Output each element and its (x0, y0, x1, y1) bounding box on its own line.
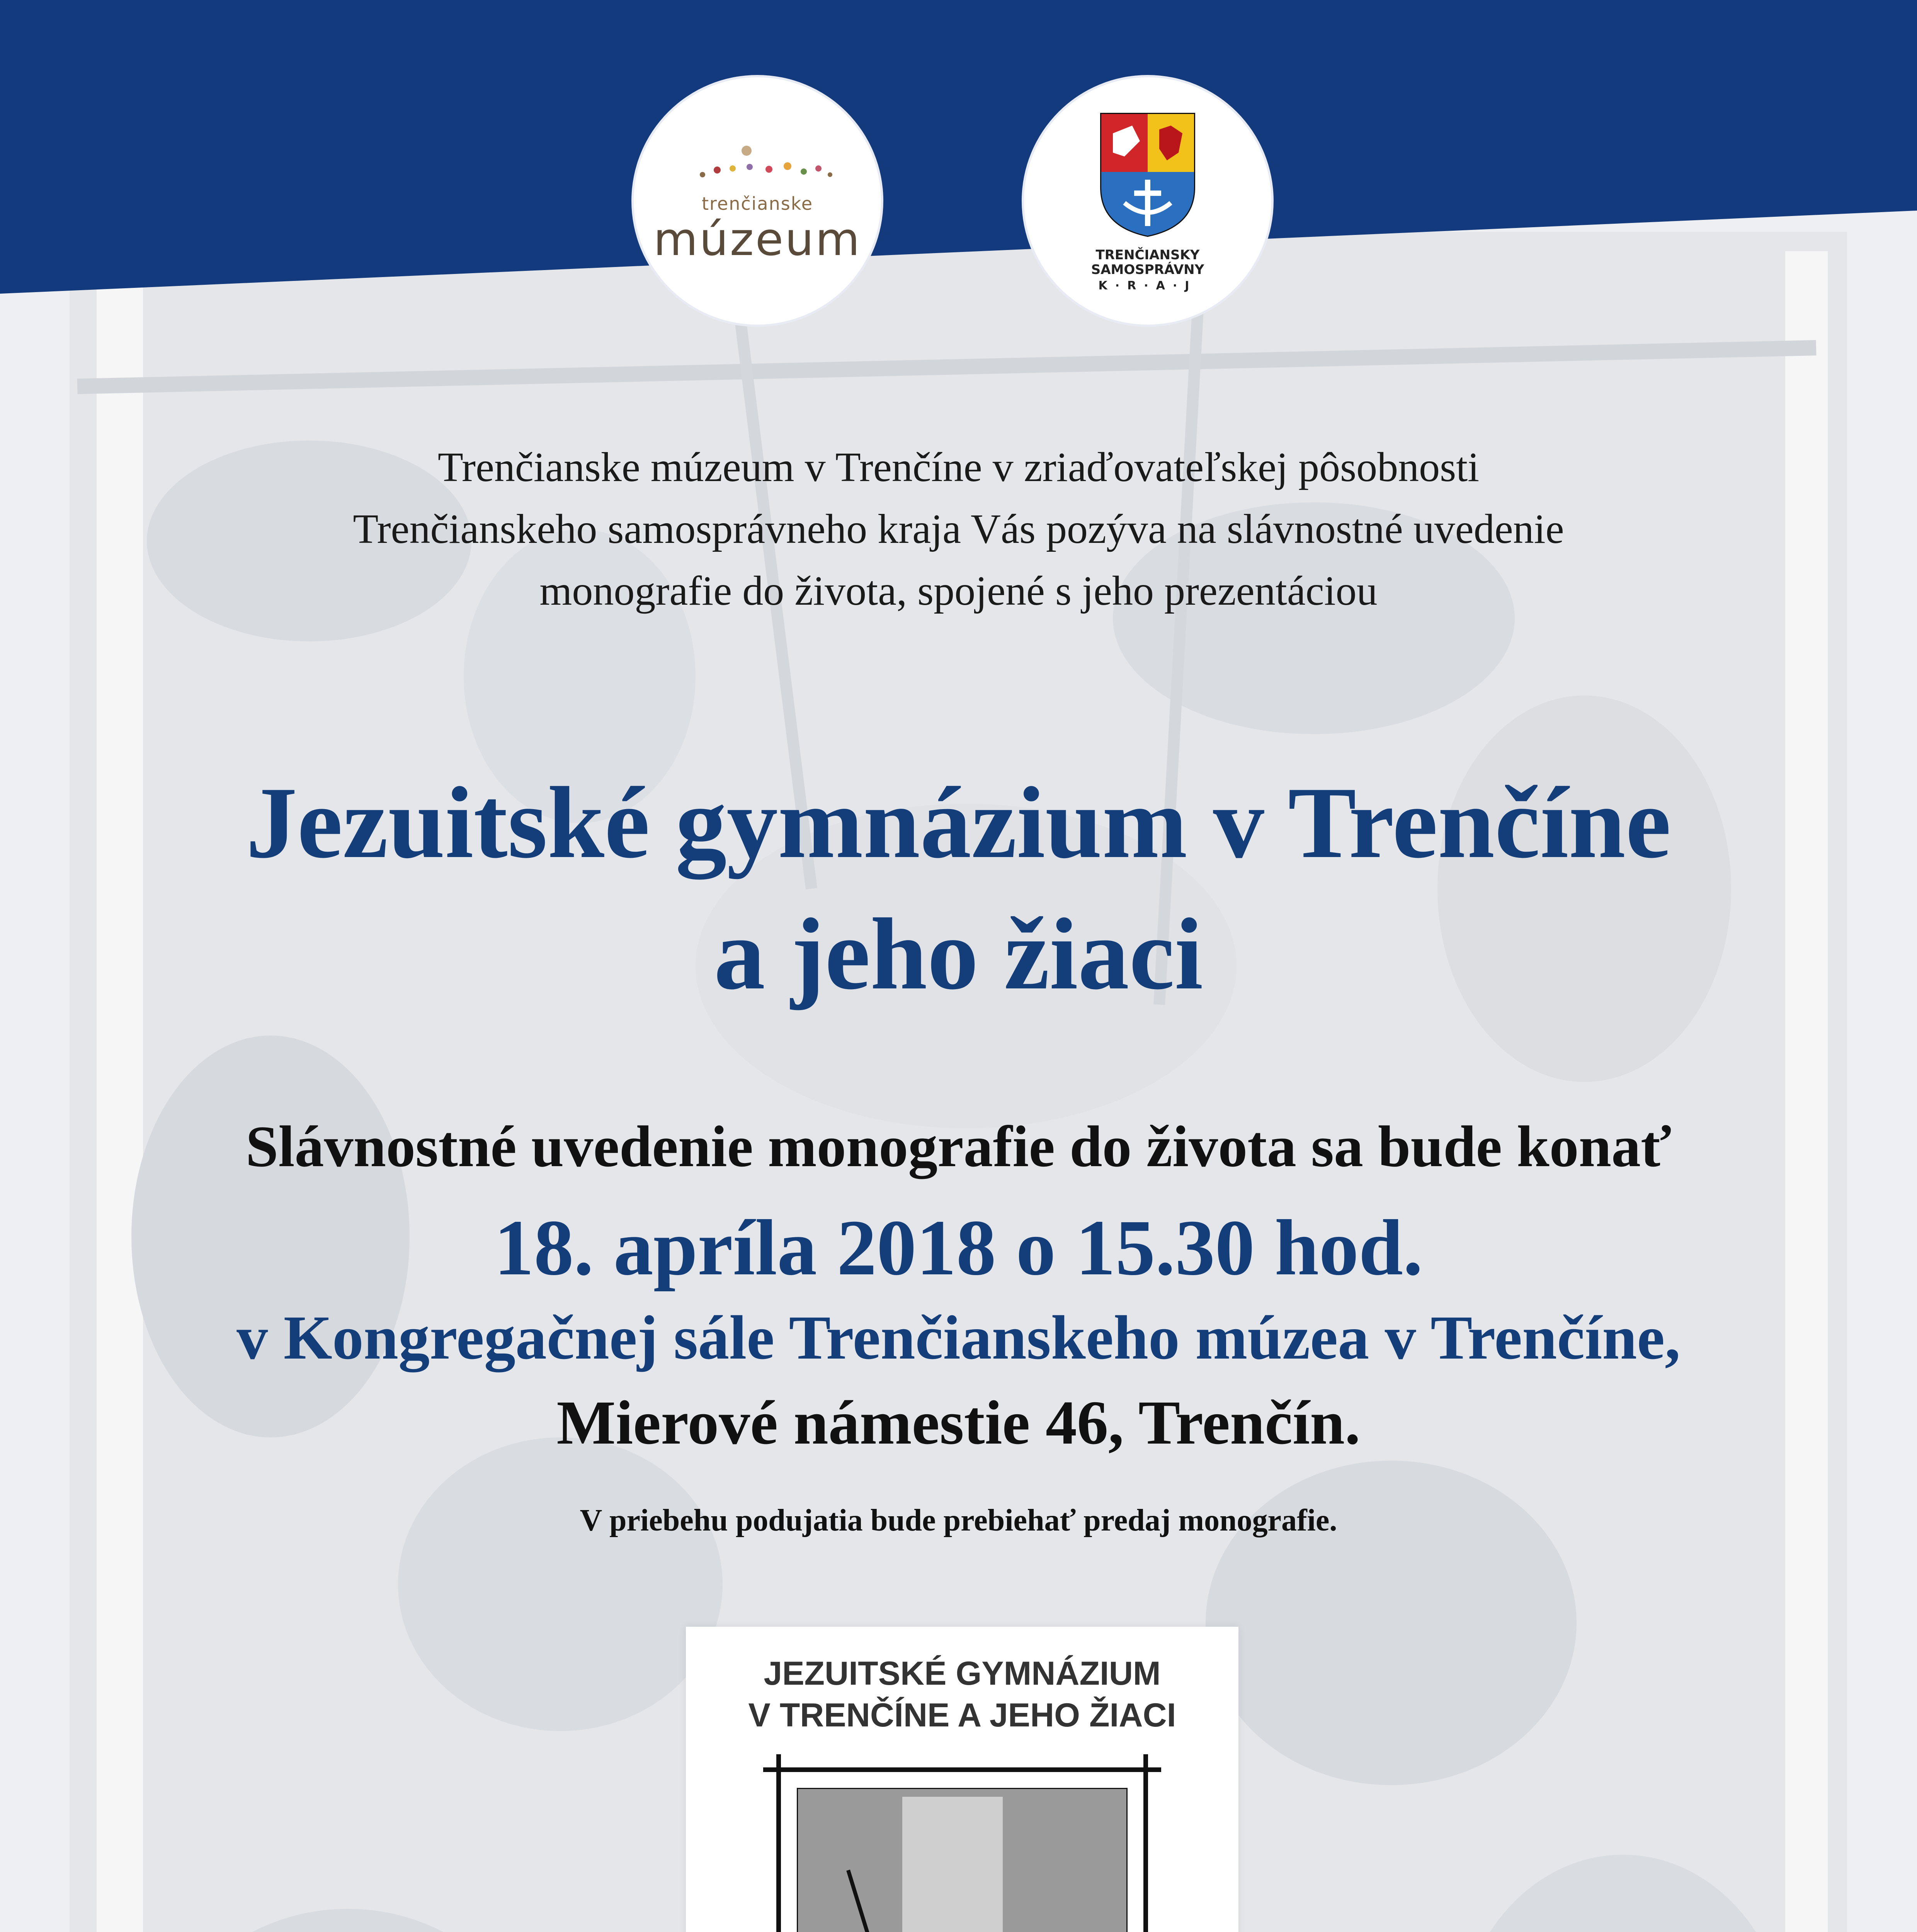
region-logo-line1: TRENČIANSKY (1095, 247, 1200, 263)
museum-logo-small-text: trenčianske (701, 193, 813, 214)
region-logo-line3: K·R·A·J (1098, 279, 1197, 293)
book-cover (686, 1627, 1238, 1932)
event-venue: v Kongregačnej sále Trenčianskeho múzea v Trenčíne, (236, 1303, 1681, 1372)
event-title (0, 757, 1917, 1020)
event-address: Mierové námestie 46, Trenčín. (556, 1388, 1361, 1458)
event-lead: Slávnostné uvedenie monografie do života sa bude konať (245, 1114, 1672, 1179)
book-title-line-2: V TRENČÍNE A JEHO ŽIACI (748, 1697, 1176, 1734)
title-line-2: a jeho žiaci (714, 898, 1203, 1011)
title-line-1: Jezuitské gymnázium v Trenčíne (246, 766, 1671, 879)
event-note: V priebehu podujatia bude prebiehať predaj monografie. (580, 1503, 1337, 1537)
museum-logo (634, 77, 881, 325)
event-date: 18. apríla 2018 o 15.30 hod. (494, 1203, 1423, 1292)
invitation-intro (0, 437, 1917, 622)
region-logo (1024, 77, 1271, 325)
intro-line-1: Trenčianske múzeum v Trenčíne v zriaďovateľskej pôsobnosti (437, 444, 1480, 490)
museum-logo-big-text: múzeum (653, 213, 861, 266)
intro-line-3: monografie do života, spojené s jeho prezentáciou (539, 568, 1378, 614)
book-title-line-1: JEZUITSKÉ GYMNÁZIUM (764, 1655, 1161, 1692)
region-logo-line2: SAMOSPRÁVNY (1091, 262, 1204, 277)
book-engraving-image (763, 1754, 1161, 1932)
intro-line-2: Trenčianskeho samosprávneho kraja Vás pozýva na slávnostné uvedenie (353, 506, 1564, 552)
coat-of-arms-icon (1097, 110, 1198, 238)
